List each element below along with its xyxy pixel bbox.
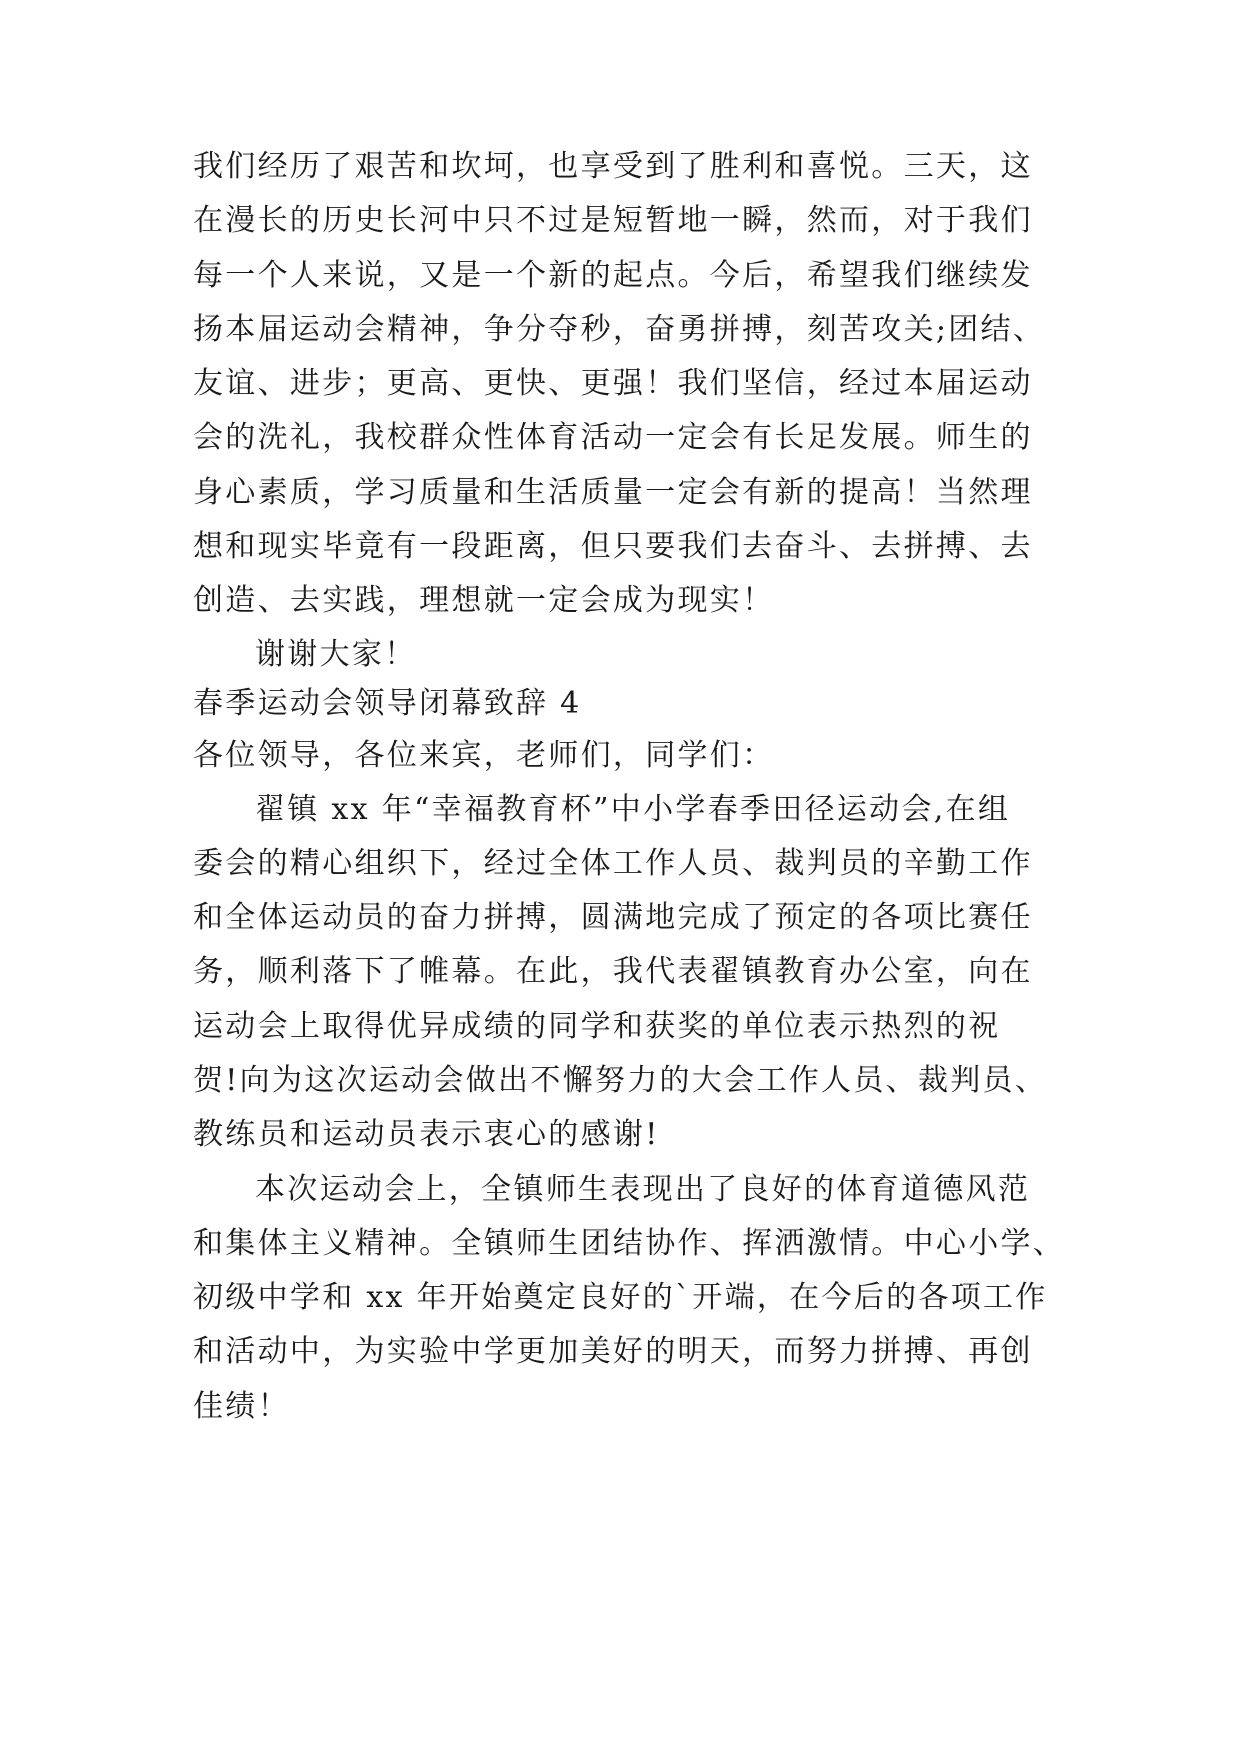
paragraph-2-line: 委会的精心组织下，经过全体工作人员、裁判员的辛勤工作 bbox=[193, 846, 1033, 881]
paragraph-3-line: 和集体主义精神。全镇师生团结协作、挥洒激情。中心小学、 bbox=[193, 1226, 1066, 1261]
closing-thanks: 谢谢大家！ bbox=[255, 637, 417, 672]
paragraph-1-line: 创造、去实践，理想就一定会成为现实！ bbox=[193, 583, 775, 618]
paragraph-2-line: 和全体运动员的奋力拼搏，圆满地完成了预定的各项比赛任 bbox=[193, 900, 1033, 935]
paragraph-2-line: 贺!向为这次运动会做出不懈努力的大会工作人员、裁判员、 bbox=[193, 1063, 1048, 1098]
paragraph-3-line: 本次运动会上，全镇师生表现出了良好的体育道德风范 bbox=[255, 1172, 1031, 1207]
paragraph-1-line: 我们经历了艰苦和坎坷，也享受到了胜利和喜悦。三天，这 bbox=[193, 149, 1033, 184]
section-title: 春季运动会领导闭幕致辞 4 bbox=[193, 686, 582, 721]
paragraph-2-line: 运动会上取得优异成绩的同学和获奖的单位表示热烈的祝 bbox=[193, 1009, 1001, 1044]
paragraph-2-line: 教练员和运动员表示衷心的感谢! bbox=[193, 1117, 660, 1152]
paragraph-3-line: 和活动中，为实验中学更加美好的明天，而努力拼搏、再创 bbox=[193, 1334, 1033, 1369]
paragraph-2-line: 翟镇 xx 年“幸福教育杯”中小学春季田径运动会,在组 bbox=[255, 792, 1011, 827]
paragraph-1-line: 每一个人来说，又是一个新的起点。今后，希望我们继续发 bbox=[193, 258, 1033, 293]
paragraph-1-line: 扬本届运动会精神，争分夺秒，奋勇拼搏，刻苦攻关;团结、 bbox=[193, 312, 1046, 347]
paragraph-1-line: 想和现实毕竟有一段距离，但只要我们去奋斗、去拼搏、去 bbox=[193, 529, 1033, 564]
paragraph-2-line: 务，顺利落下了帷幕。在此，我代表翟镇教育办公室，向在 bbox=[193, 954, 1033, 989]
paragraph-3-line: 佳绩！ bbox=[193, 1389, 290, 1424]
paragraph-1-line: 身心素质，学习质量和生活质量一定会有新的提高！当然理 bbox=[193, 475, 1033, 510]
salutation: 各位领导，各位来宾，老师们，同学们： bbox=[193, 738, 775, 773]
paragraph-3-line: 初级中学和 xx 年开始奠定良好的`开端，在今后的各项工作 bbox=[193, 1280, 1048, 1315]
paragraph-1-line: 在漫长的历史长河中只不过是短暂地一瞬，然而，对于我们 bbox=[193, 203, 1033, 238]
paragraph-1-line: 会的洗礼，我校群众性体育活动一定会有长足发展。师生的 bbox=[193, 420, 1033, 455]
paragraph-1-line: 友谊、进步；更高、更快、更强！我们坚信，经过本届运动 bbox=[193, 366, 1033, 401]
